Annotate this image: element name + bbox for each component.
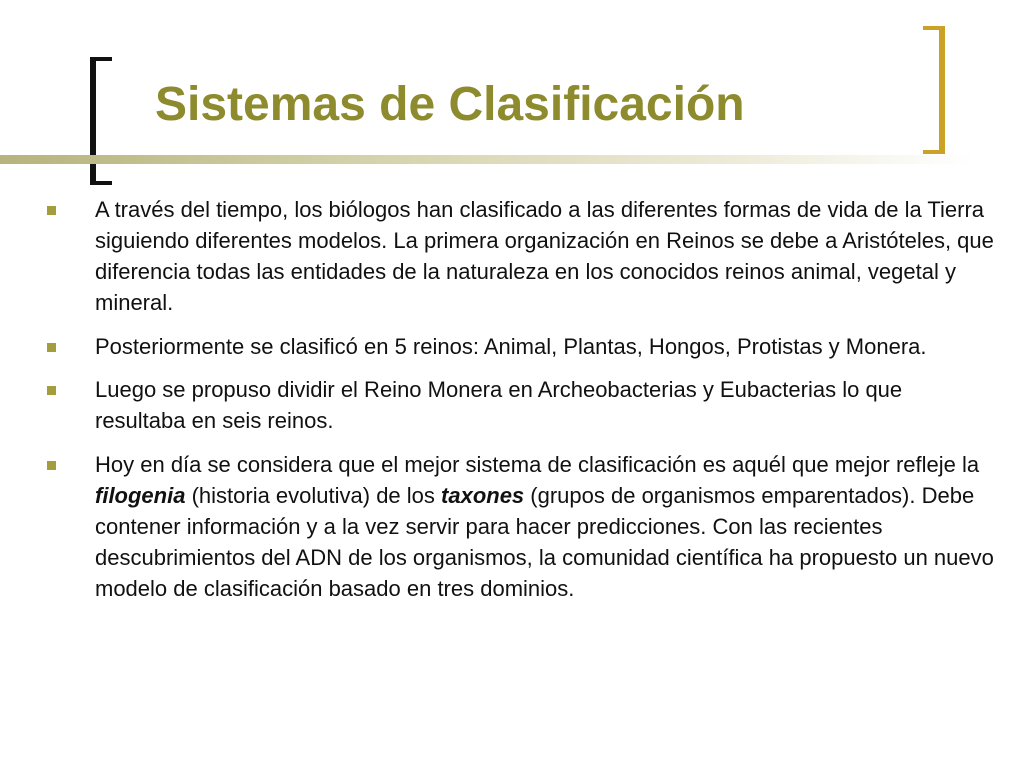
term-taxones: taxones — [441, 483, 525, 508]
bullet-text: Luego se propuso dividir el Reino Monera en Archeobacterias y Eubacterias lo que resultaba en seis reinos. — [95, 377, 903, 433]
list-item — [0, 194, 1024, 318]
term-filogenia: filogenia — [95, 483, 186, 508]
square-bullet-icon — [47, 343, 56, 352]
list-item — [0, 449, 1024, 604]
bullet-text-part: (historia evolutiva) de los — [185, 483, 442, 508]
list-item — [0, 374, 1024, 436]
square-bullet-icon — [47, 206, 56, 215]
title-divider — [0, 155, 975, 164]
bullet-text: Posteriormente se clasificó en 5 reinos: Animal, Plantas, Hongos, Protistas y Monera. — [95, 334, 927, 359]
list-item — [0, 331, 1024, 362]
bullet-text-part: Hoy en día se considera que el mejor sistema de clasificación es aquél que mejor refleje la — [95, 452, 980, 477]
bullet-list — [0, 194, 1024, 617]
bullet-text: A través del tiempo, los biólogos han clasificado a las diferentes formas de vida de la Tierra siguiendo diferentes modelos. La primera organización en Reinos se debe a Aristóteles, que diferencia todas las entidades de la naturaleza en los conocidos reinos animal, vegetal y mineral. — [95, 197, 994, 315]
slide-title: Sistemas de Clasificación — [155, 78, 745, 131]
square-bullet-icon — [47, 386, 56, 395]
right-bracket-decoration — [923, 26, 945, 154]
square-bullet-icon — [47, 461, 56, 470]
bullet-text-part: (grupos de organismos emparentados). Debe contener información y a la vez servir para hacer predicciones. Con las recientes descubrimientos del ADN de los organismos, la comunidad científica ha propuesto un nuevo modelo de clasificación basado en tres dominios. — [95, 483, 994, 601]
left-bracket-decoration — [90, 57, 112, 185]
